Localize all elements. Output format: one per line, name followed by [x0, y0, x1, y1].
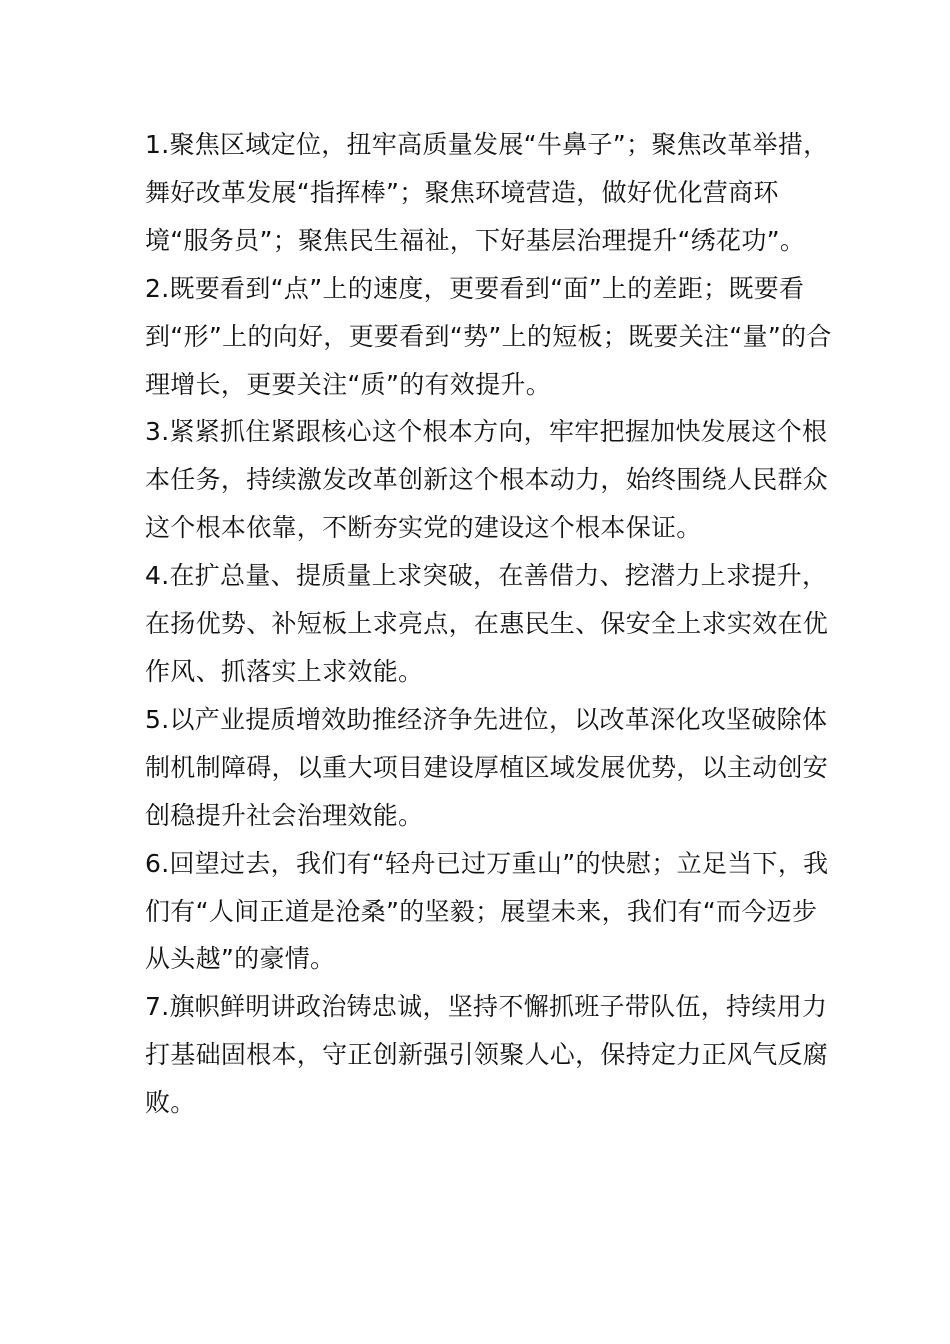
list-item-4: 4.在扩总量、提质量上求突破，在善借力、挖潜力上求提升，在扬优势、补短板上求亮点，在惠民生、保安全上求实效在优作风、抓落实上求效能。: [145, 561, 829, 686]
list-item-7: 7.旗帜鲜明讲政治铸忠诚，坚持不懈抓班子带队伍，持续用力打基础固根本，守正创新强引领聚人心，保持定力正风气反腐败。: [145, 992, 829, 1118]
list-item-3: 3.紧紧抓住紧跟核心这个根本方向，牢牢把握加快发展这个根本任务，持续激发改革创新这个根本动力，始终围绕人民群众这个根本依靠，不断夯实党的建设这个根本保证。: [145, 417, 829, 543]
list-item-5: 5.以产业提质增效助推经济争先进位，以改革深化攻坚破除体制机制障碍，以重大项目建设厚植区域发展优势，以主动创安创稳提升社会治理效能。: [145, 704, 829, 830]
document-body: [145, 121, 835, 1127]
list-item-6: 6.回望过去，我们有“轻舟已过万重山”的快慰；立足当下，我们有“人间正道是沧桑”的坚毅；展望未来，我们有“而今迈步从头越”的豪情。: [145, 848, 829, 974]
list-item-1: 1.聚焦区域定位，扭牢高质量发展“牛鼻子”；聚焦改革举措，舞好改革发展“指挥棒”；聚焦环境营造，做好优化营商环境“服务员”；聚焦民生福祉，下好基层治理提升“绣花功”。: [145, 130, 829, 255]
list-item-2: 2.既要看到“点”上的速度，更要看到“面”上的差距；既要看到“形”上的向好，更要看到“势”上的短板；既要关注“量”的合理增长，更要关注“质”的有效提升。: [145, 273, 832, 399]
